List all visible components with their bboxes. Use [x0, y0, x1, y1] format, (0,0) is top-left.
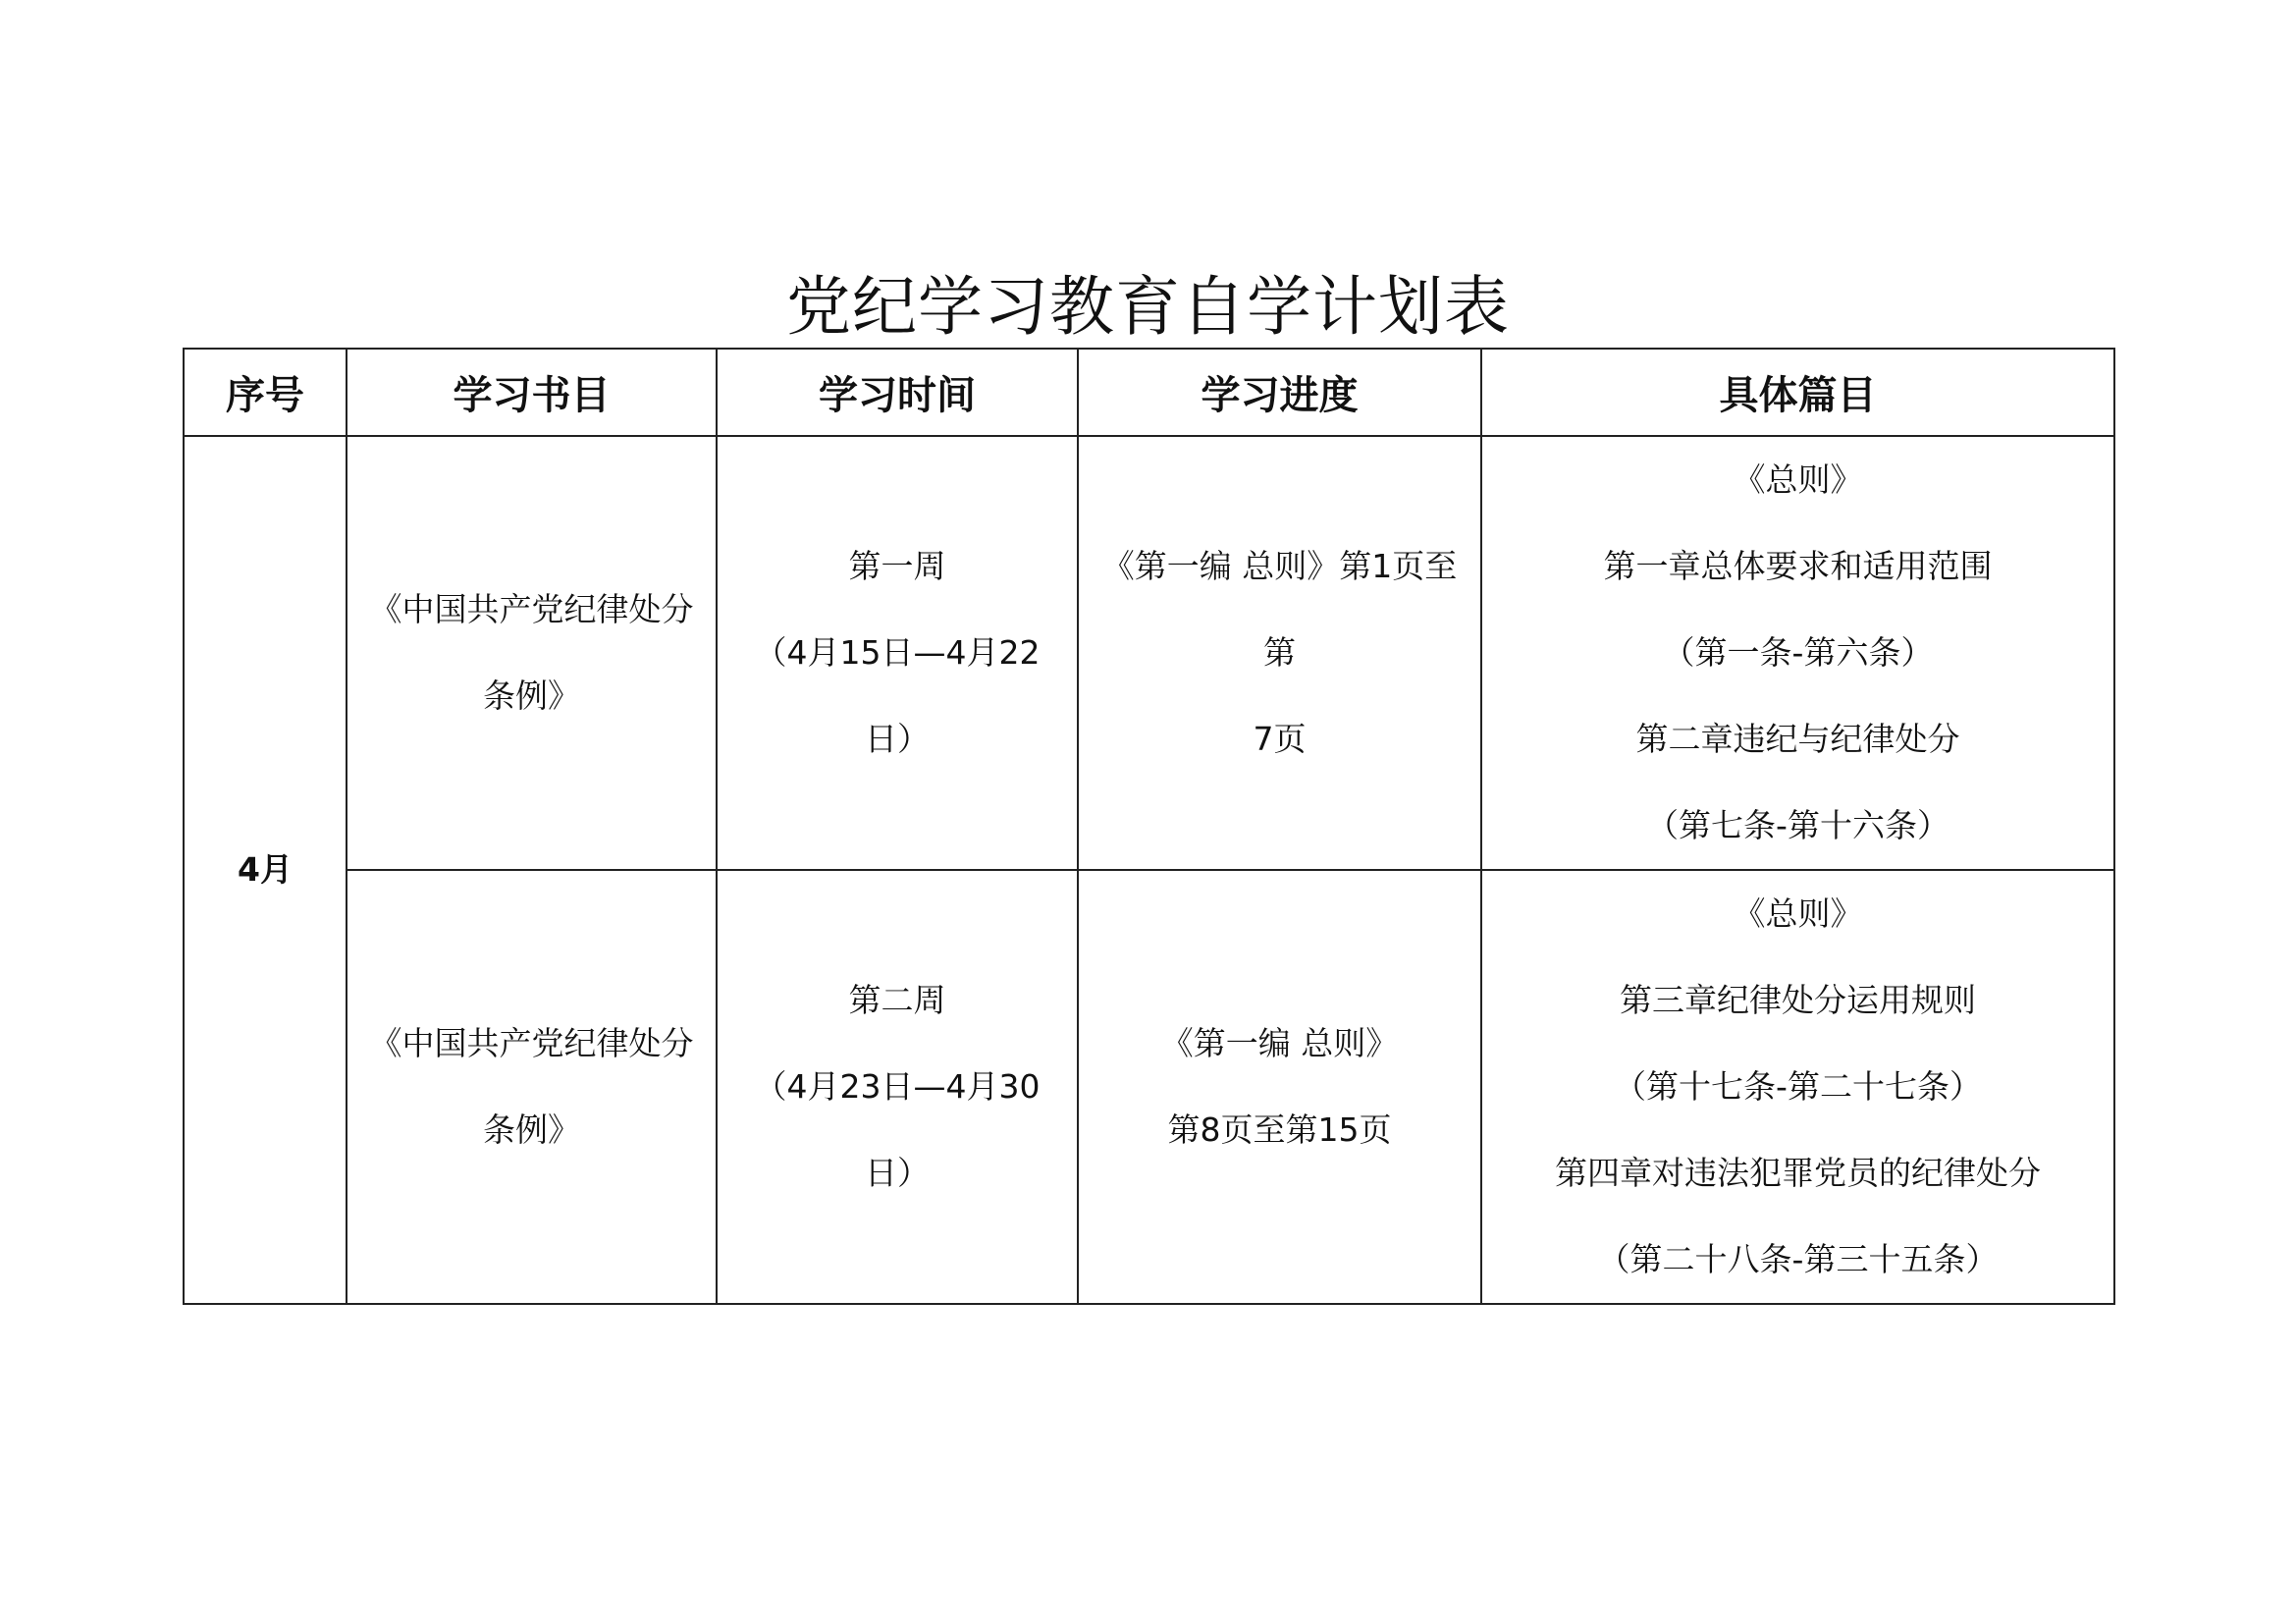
chapter-line: （第二十八条-第三十五条） — [1597, 1240, 1999, 1278]
book-cell — [347, 870, 717, 1304]
chapter-line: 第一章总体要求和适用范围 — [1603, 547, 1993, 585]
time-line: 第一周 — [848, 547, 946, 585]
month-cell: 4月 — [184, 436, 347, 1304]
time-line: 日） — [865, 720, 930, 758]
table-header-row — [184, 349, 2114, 436]
book-line: 《中国共产党纪律处分 — [369, 1024, 694, 1062]
chapter-line: 第三章纪律处分运用规则 — [1620, 981, 1976, 1019]
book-line: 条例》 — [483, 677, 580, 715]
time-line: 日） — [865, 1154, 930, 1192]
chapters-cell — [1481, 436, 2114, 870]
chapter-line: （第一条-第六条） — [1662, 633, 1934, 672]
document-title: 党纪学习教育自学计划表 — [786, 269, 1510, 345]
chapter-line: 《总则》 — [1733, 894, 1863, 933]
header-progress: 学习进度 — [1078, 349, 1481, 436]
book-cell — [347, 436, 717, 870]
progress-line: 7页 — [1253, 720, 1307, 758]
time-cell — [717, 436, 1078, 870]
study-plan-table — [183, 348, 2115, 1305]
header-time: 学习时间 — [717, 349, 1078, 436]
chapter-line: （第十七条-第二十七条） — [1614, 1067, 1982, 1106]
chapter-line: 第二章违纪与纪律处分 — [1635, 720, 1960, 758]
book-line: 《中国共产党纪律处分 — [369, 590, 694, 628]
time-cell — [717, 870, 1078, 1304]
time-line: 第二周 — [848, 981, 946, 1019]
progress-line: 《第一编 总则》 — [1160, 1024, 1399, 1062]
table-row — [184, 870, 2114, 1304]
chapters-cell — [1481, 870, 2114, 1304]
time-line: （4月23日—4月30 — [754, 1067, 1041, 1106]
chapter-line: 第四章对违法犯罪党员的纪律处分 — [1555, 1154, 2041, 1192]
chapter-line: 《总则》 — [1733, 460, 1863, 499]
progress-cell — [1078, 436, 1481, 870]
progress-line: 《第一编 总则》第1页至第 — [1101, 547, 1458, 672]
table-row — [184, 436, 2114, 870]
header-index: 序号 — [184, 349, 347, 436]
book-line: 条例》 — [483, 1110, 580, 1149]
chapter-line: （第七条-第十六条） — [1646, 806, 1949, 844]
progress-cell — [1078, 870, 1481, 1304]
progress-line: 第8页至第15页 — [1167, 1110, 1392, 1149]
header-chapters: 具体篇目 — [1481, 349, 2114, 436]
header-book: 学习书目 — [347, 349, 717, 436]
time-line: （4月15日—4月22 — [754, 633, 1041, 672]
